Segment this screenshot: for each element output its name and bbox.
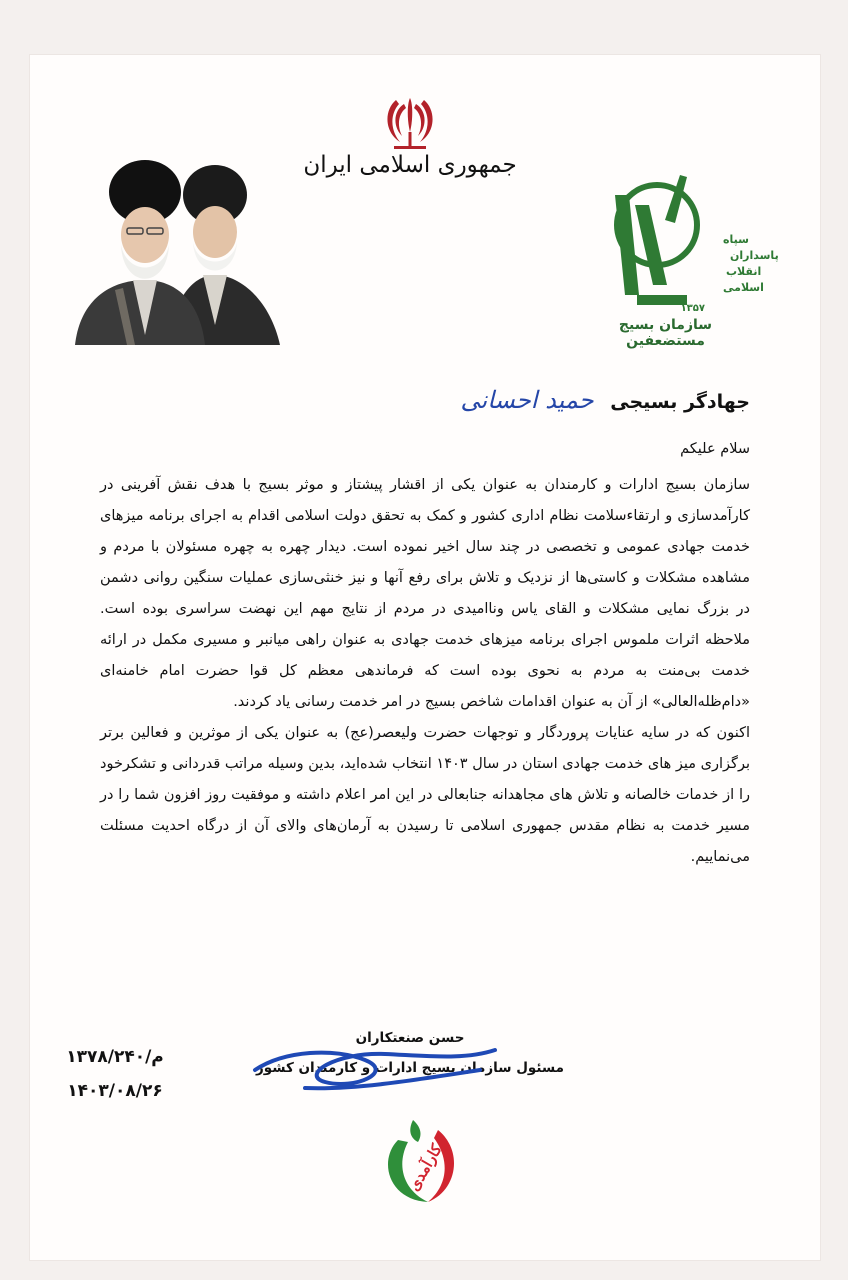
svg-text:پاسداران: پاسداران (730, 249, 779, 262)
paragraph-1: سازمان بسیج ادارات و کارمندان به عنوان یکی از اقشار پیشتاز و موثر بسیج با هدف نقش آفرینی در کارآمدسازی و ارتقاءسلامت نظام اداری کشور و کمک به تحقق دولت اسلامی اقدام به اجرای برنامه میزهای خدمت جهادی عمومی و تخصصی در چند سال اخیر نموده است. دیدار چهره به چهره مسئولان با مردم و مشاهده مشکلات و کاستی‌ها از نزدیک و تلاش برای رفع آنها و نیز خنثی‌سازی عملیات سنگین روانی دشمن در بزرگ نمایی مشکلات و القای یاس وناامیدی در مردم از نتایج مهم این نهضت سراسری بوده است. ملاحظه اثرات ملموس اجرای برنامه میزهای خدمت جهادی به عنوان راهی میانبر و مسیری مکمل در ارائه خدمت بی‌منت به مردم به نحوی بوده است که فرماندهی معظم کل قوا حضرت امام خامنه‌ای «دام‌ظله‌العالی» از آن به عنوان اقدامات شاخص بسیج در امر خدمت رسانی یاد کردند. (100, 477, 750, 710)
letter-body (100, 380, 750, 873)
leaders-portrait (75, 150, 285, 345)
svg-text:سپاه: سپاه (723, 233, 749, 246)
reference-date: ۱۴۰۳/۰۸/۲۶ (67, 1081, 163, 1101)
logo-text: کارآمدی (404, 1141, 446, 1194)
reference-number: م/۱۳۷۸/۲۴۰ (66, 1047, 164, 1067)
reference-block (60, 1040, 170, 1108)
irgc-emblem-icon (595, 165, 779, 340)
letter-title-line (100, 380, 750, 420)
svg-text:۱۳۵۷: ۱۳۵۷ (680, 303, 705, 314)
republic-title: جمهوری اسلامی ایران (303, 152, 517, 178)
handwritten-signature (245, 1030, 505, 1100)
karamadi-logo-icon (368, 1110, 473, 1210)
signer-position: مسئول سازمان بسیج ادارات و کارمندان کشور (256, 1060, 564, 1076)
recipient-name: حمید احسانی (460, 386, 594, 414)
iran-emblem-icon (380, 90, 440, 160)
letter-title: جهادگر بسیجی (610, 391, 750, 413)
organization-name: سازمان بسیج مستضعفین (618, 317, 713, 349)
svg-text:اسلامی: اسلامی (723, 281, 764, 294)
salutation: سلام علیکم (680, 441, 750, 457)
signer-name: حسن صنعتکاران (355, 1030, 465, 1046)
svg-text:انقلاب: انقلاب (726, 265, 762, 278)
paragraph-2: اکنون که در سایه عنایات پروردگار و توجهات حضرت ولیعصر(عج) به عنوان یکی از موثرین و فعالین برتر برگزاری میز های خدمت جهادی استان در سال ۱۴۰۳ انتخاب شده‌اید، بدین وسیله مراتب قدردانی و تشکرخود را از خدمات خالصانه و تلاش های مجاهدانه جنابعالی در این امر اعلام داشته و موفقیت روز افزون شما را در مسیر خدمت به نظام مقدس جمهوری اسلامی تا رسیدن به آرمان‌های والای آن از درگاه احدیت مسئلت می‌نماییم. (100, 725, 750, 865)
